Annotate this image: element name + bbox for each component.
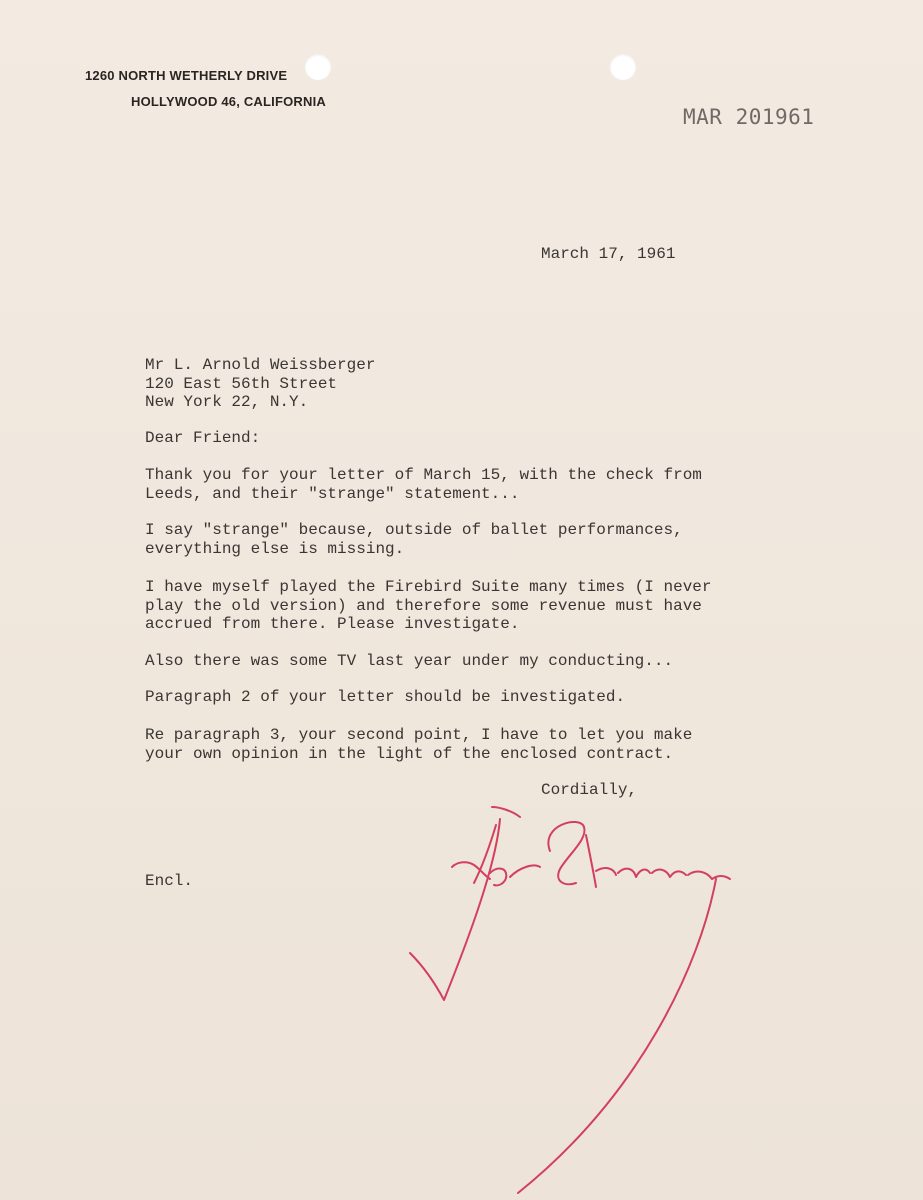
paragraph-4-line-1: Also there was some TV last year under my conducting... (145, 652, 674, 670)
punch-hole-right (610, 54, 636, 80)
address-line-3: New York 22, N.Y. (145, 393, 309, 411)
paragraph-5-line-1: Paragraph 2 of your letter should be investigated. (145, 688, 626, 706)
paragraph-3-line-2: play the old version) and therefore some revenue must have (145, 596, 702, 615)
address-line-2: 120 East 56th Street (145, 374, 338, 393)
paragraph-2-line-1: I say "strange" because, outside of ballet performances, (145, 521, 683, 539)
received-date-stamp: MAR 201961 (683, 105, 815, 129)
letter-date: March 17, 1961 (541, 245, 676, 263)
letterhead-city: HOLLYWOOD 46, CALIFORNIA (131, 94, 326, 109)
paragraph-6-line-2: your own opinion in the light of the enclosed contract. (145, 744, 674, 763)
paragraph-3-line-1: I have myself played the Firebird Suite many times (I never (145, 578, 712, 596)
salutation: Dear Friend: (145, 429, 261, 447)
paragraph-6-line-1: Re paragraph 3, your second point, I have to let you make (145, 726, 693, 744)
paragraph-1-line-1: Thank you for your letter of March 15, with the check from (145, 466, 702, 484)
signature-igor-stravinsky (400, 795, 740, 1195)
paragraph-3-line-3: accrued from there. Please investigate. (145, 615, 520, 633)
paragraph-1-line-2: Leeds, and their "strange" statement... (145, 484, 520, 503)
enclosure-note: Encl. (145, 872, 194, 890)
address-line-1: Mr L. Arnold Weissberger (145, 356, 376, 374)
paragraph-2-line-2: everything else is missing. (145, 539, 405, 558)
closing: Cordially, (541, 781, 638, 799)
punch-hole-left (305, 54, 331, 80)
letterhead-street: 1260 NORTH WETHERLY DRIVE (85, 68, 288, 83)
